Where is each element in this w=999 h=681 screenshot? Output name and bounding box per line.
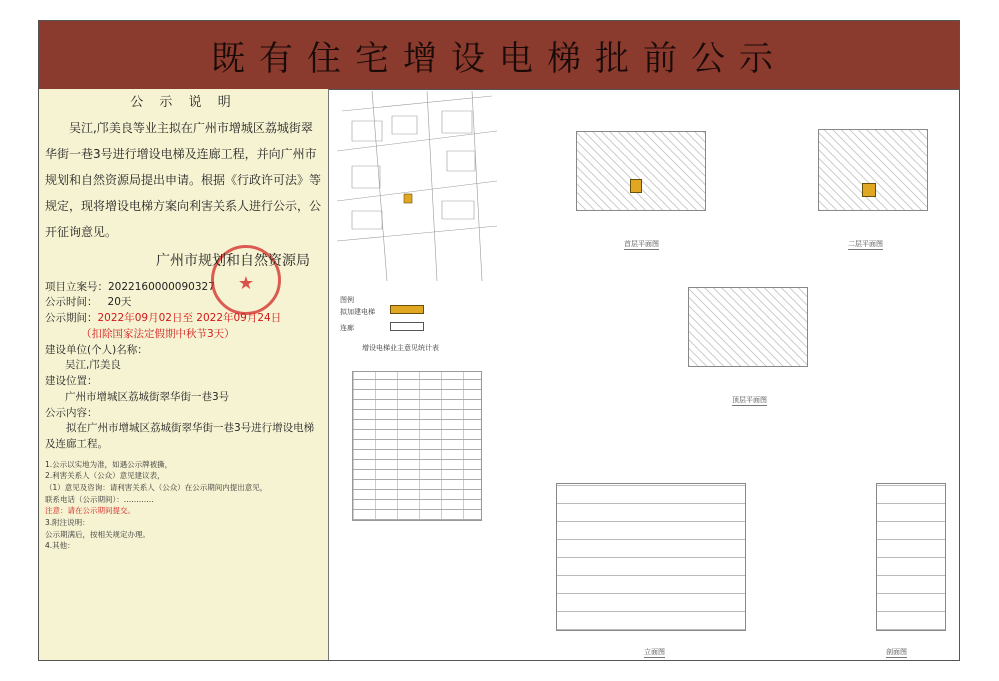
location: 广州市增城区荔城街翠华街一巷3号 (65, 390, 230, 403)
notice-body: 吴江,邝美良等业主拟在广州市增城区荔城街翠华街一巷3号进行增设电梯及连廊工程，并向广州市规划和自然资源局提出申请。根据《行政许可法》等规定，现将增设电梯方案向利害关系人进行公示，公开征询意见。 (45, 120, 322, 239)
legend-item-elevator: 拟加建电梯 (340, 308, 375, 316)
note-line: （1）意见及咨询：请利害关系人（公众）在公示期间内提出意见， (45, 483, 268, 492)
note-line: 3.附注说明： (45, 517, 90, 527)
issuing-agency: 广州市规划和自然资源局 (156, 252, 310, 269)
period-label: 公示期间： (45, 312, 98, 324)
legend-item-corridor: 连廊 (340, 324, 354, 332)
plan-top-floor (688, 287, 808, 367)
note-line: 注意：请在公示期间提交。 (45, 506, 135, 516)
note-line: 1.公示以实地为准，如遇公示牌被撕， (45, 459, 173, 469)
elev-1-caption: 立面图 (644, 648, 665, 656)
location-label: 建设位置： (45, 375, 98, 387)
elevation-drawing (556, 483, 746, 631)
section-drawing (876, 483, 946, 631)
notice-heading: 公 示 说 明 (130, 95, 237, 110)
note-line: 公示期满后，按相关规定办理。 (45, 529, 150, 539)
content-label: 公示内容： (45, 406, 98, 419)
plan-second-floor (818, 129, 928, 211)
drawings-panel (506, 91, 958, 660)
project-code: 2022160000090327 (108, 280, 215, 293)
owner-opinion-table (352, 371, 482, 521)
legend-swatch-corridor (390, 322, 424, 331)
note-line: 4.其他： (45, 541, 75, 551)
title-banner (39, 21, 959, 90)
page-title: 既有住宅增设电梯批前公示 (211, 38, 787, 79)
duration-row (45, 295, 322, 311)
elevator-mark-2 (862, 183, 876, 197)
notice-board (38, 20, 960, 661)
period-note: （扣除国家法定假期中秋节3天） (81, 327, 235, 340)
duration: 20天 (107, 296, 132, 309)
period-row (45, 311, 322, 327)
notice-panel (39, 89, 329, 660)
applicant: 吴江,邝美良 (65, 359, 121, 372)
legend-swatch-elevator (390, 305, 424, 314)
plan-2-caption: 二层平面图 (848, 240, 883, 248)
elev-2-caption: 剖面图 (886, 648, 907, 656)
table-title: 增设电梯业主意见统计表 (362, 344, 439, 352)
notes-section (45, 459, 322, 552)
site-marker (404, 194, 412, 203)
duration-label: 公示时间： (45, 296, 98, 309)
site-plan-panel (332, 91, 504, 660)
legend-title: 图例 (340, 296, 354, 304)
project-code-label: 项目立案号： (45, 280, 108, 293)
note-line: 2.利害关系人（公众）意见建议表， (45, 471, 165, 481)
plan-3-caption: 顶层平面图 (732, 396, 767, 404)
elevator-mark-1 (630, 179, 642, 193)
site-plan-map (332, 91, 504, 291)
note-line: 联系电话（公示期间）：………… (45, 494, 154, 504)
applicant-label: 建设单位(个人)名称： (45, 343, 148, 356)
plan-first-floor (576, 131, 706, 211)
content: 拟在广州市增城区荔城街翠华街一巷3号进行增设电梯及连廊工程。 (45, 422, 315, 450)
plan-1-caption: 首层平面图 (624, 240, 659, 248)
period: 2022年09月02日至 2022年09月24日 (97, 312, 282, 324)
